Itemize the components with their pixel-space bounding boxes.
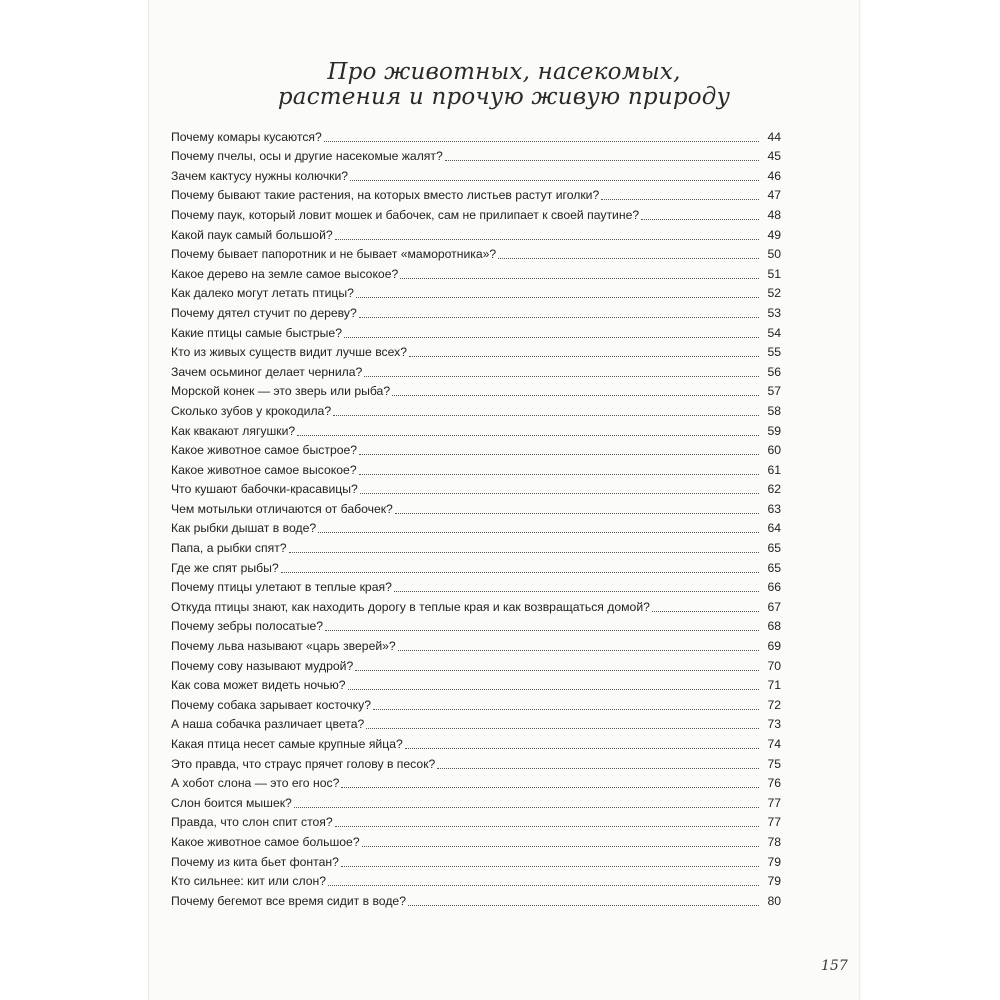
toc-entry	[171, 731, 781, 751]
toc-entry-title: Кто из живых существ видит лучше всех?	[171, 345, 408, 360]
toc-entry-page: 65	[767, 541, 781, 556]
toc-entry-page: 59	[767, 423, 781, 438]
toc-leader-dots	[409, 353, 759, 357]
toc-entry-page: 49	[767, 227, 781, 242]
toc-entry-title: Почему паук, который ловит мошек и бабочек, сам не прилипает к своей паутине?	[171, 207, 640, 222]
toc-entry	[171, 144, 781, 164]
toc-entry	[171, 810, 781, 830]
toc-entry	[171, 124, 781, 144]
toc-entry-title: Какое животное самое быстрое?	[171, 443, 358, 458]
toc-entry	[171, 418, 781, 438]
table-of-contents	[171, 124, 781, 908]
toc-leader-dots	[437, 765, 759, 769]
toc-leader-dots	[341, 863, 759, 867]
toc-entry-page: 62	[767, 482, 781, 497]
toc-entry-page: 51	[767, 266, 781, 281]
toc-entry-title: Какая птица несет самые крупные яйца?	[171, 737, 403, 751]
toc-leader-dots	[641, 216, 759, 220]
toc-leader-dots	[359, 314, 759, 318]
toc-entry-title: Какое дерево на земле самое высокое?	[171, 266, 399, 281]
toc-entry-page: 69	[767, 639, 781, 654]
toc-entry-title: Почему зебры полосатые?	[171, 619, 324, 634]
toc-entry-title: Папа, а рыбки спят?	[171, 541, 287, 556]
toc-entry-title: А наша собачка различает цвета?	[171, 717, 365, 732]
toc-leader-dots	[297, 432, 759, 436]
toc-leader-dots	[398, 647, 759, 651]
toc-leader-dots	[356, 294, 759, 298]
toc-entry-page: 68	[767, 619, 781, 634]
section-title-line-2: растения и прочую живую природу	[277, 84, 731, 110]
toc-entry-page: 44	[767, 129, 781, 144]
toc-entry	[171, 712, 781, 732]
toc-leader-dots	[350, 177, 759, 181]
toc-leader-dots	[335, 236, 759, 240]
toc-entry-page: 53	[767, 305, 781, 320]
toc-entry	[171, 281, 781, 301]
toc-entry	[171, 575, 781, 595]
toc-entry	[171, 300, 781, 320]
toc-entry-title: Откуда птицы знают, как находить дорогу в теплые края и как возвращаться домой?	[171, 599, 650, 614]
toc-entry-page: 63	[767, 501, 781, 516]
toc-entry-page: 47	[767, 188, 781, 203]
toc-entry-title: Какое животное самое высокое?	[171, 462, 357, 477]
toc-leader-dots	[348, 686, 759, 690]
toc-entry	[171, 535, 781, 555]
toc-entry-title: Какой паук самый большой?	[171, 227, 333, 242]
toc-entry-title: Как рыбки дышат в воде?	[171, 521, 317, 536]
toc-leader-dots	[359, 451, 759, 455]
toc-entry-page: 58	[767, 403, 781, 418]
toc-entry-page: 55	[767, 345, 781, 360]
toc-entry-title: Где же спят рыбы?	[171, 560, 279, 575]
toc-entry	[171, 692, 781, 712]
toc-leader-dots	[366, 725, 759, 729]
toc-entry-title: Как квакают лягушки?	[171, 423, 296, 438]
toc-leader-dots	[294, 804, 759, 808]
toc-entry	[171, 340, 781, 360]
toc-entry-page: 60	[767, 443, 781, 458]
toc-leader-dots	[335, 823, 759, 827]
toc-leader-dots	[324, 138, 759, 142]
toc-entry-title: Сколько зубов у крокодила?	[171, 403, 332, 418]
toc-entry-page: 45	[767, 149, 781, 164]
toc-entry	[171, 398, 781, 418]
toc-leader-dots	[400, 275, 759, 279]
toc-entry	[171, 790, 781, 810]
toc-entry	[171, 849, 781, 869]
toc-leader-dots	[394, 588, 759, 592]
toc-leader-dots	[601, 196, 759, 200]
toc-leader-dots	[362, 843, 759, 847]
toc-entry	[171, 261, 781, 281]
toc-entry-title: Морской конек — это зверь или рыба?	[171, 384, 391, 399]
toc-entry-title: Что кушают бабочки-красавицы?	[171, 482, 358, 497]
toc-entry-title: Почему комары кусаются?	[171, 129, 322, 144]
toc-entry-title: Почему собака зарывает косточку?	[171, 697, 371, 712]
toc-entry	[171, 633, 781, 653]
toc-entry-title: Зачем кактусу нужны колючки?	[171, 168, 349, 183]
toc-leader-dots	[341, 784, 759, 788]
toc-entry	[171, 183, 781, 203]
toc-entry	[171, 477, 781, 497]
toc-leader-dots	[408, 902, 759, 906]
toc-entry-title: Почему из кита бьет фонтан?	[171, 854, 339, 869]
toc-entry-title: Как далеко могут летать птицы?	[171, 286, 354, 301]
toc-entry	[171, 751, 781, 771]
toc-leader-dots	[289, 549, 759, 553]
toc-entry-title: Почему бегемот все время сидит в воде?	[171, 893, 406, 908]
book-page	[148, 0, 860, 1000]
toc-entry-title: Правда, что слон спит стоя?	[171, 815, 333, 830]
toc-entry-page: 75	[767, 756, 781, 771]
toc-entry-title: Какие птицы самые быстрые?	[171, 325, 342, 340]
toc-entry-title: Как сова может видеть ночью?	[171, 678, 346, 693]
toc-entry-page: 48	[767, 207, 781, 222]
toc-entry	[171, 496, 781, 516]
toc-leader-dots	[359, 471, 759, 475]
toc-entry	[171, 202, 781, 222]
toc-entry-page: 56	[767, 364, 781, 379]
toc-entry-page: 78	[767, 834, 781, 849]
toc-entry-page: 77	[767, 795, 781, 810]
toc-entry-title: Зачем осьминог делает чернила?	[171, 364, 363, 379]
toc-entry	[171, 516, 781, 536]
toc-entry	[171, 320, 781, 340]
page-number: 157	[821, 958, 848, 974]
toc-leader-dots	[360, 490, 759, 494]
toc-entry	[171, 653, 781, 673]
toc-leader-dots	[325, 627, 759, 631]
toc-leader-dots	[333, 412, 759, 416]
toc-entry	[171, 673, 781, 693]
toc-entry	[171, 614, 781, 634]
toc-leader-dots	[355, 667, 759, 671]
toc-entry-page: 80	[767, 893, 781, 908]
toc-entry	[171, 457, 781, 477]
toc-entry-page: 46	[767, 168, 781, 183]
toc-entry-title: Какое животное самое большое?	[171, 834, 360, 849]
toc-entry	[171, 869, 781, 889]
toc-entry-page: 76	[767, 776, 781, 791]
toc-entry-title: Кто сильнее: кит или слон?	[171, 874, 326, 889]
toc-entry-page: 77	[767, 815, 781, 830]
toc-entry	[171, 379, 781, 399]
toc-leader-dots	[652, 608, 759, 612]
toc-leader-dots	[281, 569, 759, 573]
toc-leader-dots	[395, 510, 759, 514]
toc-entry	[171, 242, 781, 262]
toc-leader-dots	[318, 529, 759, 533]
toc-entry-title: Чем мотыльки отличаются от бабочек?	[171, 501, 393, 516]
toc-entry-page: 61	[767, 462, 781, 477]
toc-entry	[171, 163, 781, 183]
toc-entry-page: 65	[767, 560, 781, 575]
toc-leader-dots	[364, 373, 759, 377]
toc-entry-page: 72	[767, 697, 781, 712]
toc-entry	[171, 771, 781, 791]
toc-entry-title: Почему пчелы, осы и другие насекомые жалят?	[171, 149, 443, 164]
toc-entry	[171, 555, 781, 575]
toc-leader-dots	[373, 706, 759, 710]
toc-entry-page: 79	[767, 874, 781, 889]
toc-entry-page: 79	[767, 854, 781, 869]
toc-entry-title: Почему птицы улетают в теплые края?	[171, 580, 392, 595]
toc-leader-dots	[344, 334, 759, 338]
toc-leader-dots	[498, 255, 759, 259]
section-title-line-1: Про животных, насекомых,	[327, 59, 681, 85]
toc-entry-title: Почему дятел стучит по дереву?	[171, 305, 357, 320]
toc-entry-page: 67	[767, 599, 781, 614]
toc-entry	[171, 829, 781, 849]
toc-entry-page: 70	[767, 658, 781, 673]
toc-leader-dots	[328, 882, 759, 886]
toc-entry-page: 66	[767, 580, 781, 595]
toc-leader-dots	[392, 392, 759, 396]
toc-entry	[171, 222, 781, 242]
toc-entry-page: 71	[767, 678, 781, 693]
toc-entry	[171, 359, 781, 379]
toc-entry-title: Это правда, что страус прячет голову в песок?	[171, 756, 436, 771]
toc-entry-page: 74	[767, 737, 781, 751]
toc-entry	[171, 438, 781, 458]
toc-leader-dots	[445, 157, 759, 161]
toc-entry-page: 54	[767, 325, 781, 340]
toc-entry	[171, 594, 781, 614]
toc-entry-page: 64	[767, 521, 781, 536]
toc-entry-page: 73	[767, 717, 781, 732]
toc-entry-title: Почему сову называют мудрой?	[171, 658, 354, 673]
toc-entry-title: А хобот слона — это его нос?	[171, 776, 340, 791]
toc-entry-page: 57	[767, 384, 781, 399]
toc-entry-title: Почему бывает папоротник и не бывает «маморотника»?	[171, 247, 497, 262]
toc-entry-title: Слон боится мышек?	[171, 795, 292, 810]
toc-entry-title: Почему бывают такие растения, на которых вместо листьев растут иголки?	[171, 188, 600, 203]
toc-entry-page: 52	[767, 286, 781, 301]
toc-entry-page: 50	[767, 247, 781, 262]
toc-leader-dots	[405, 745, 759, 749]
toc-entry	[171, 888, 781, 908]
toc-entry-title: Почему льва называют «царь зверей»?	[171, 639, 396, 654]
